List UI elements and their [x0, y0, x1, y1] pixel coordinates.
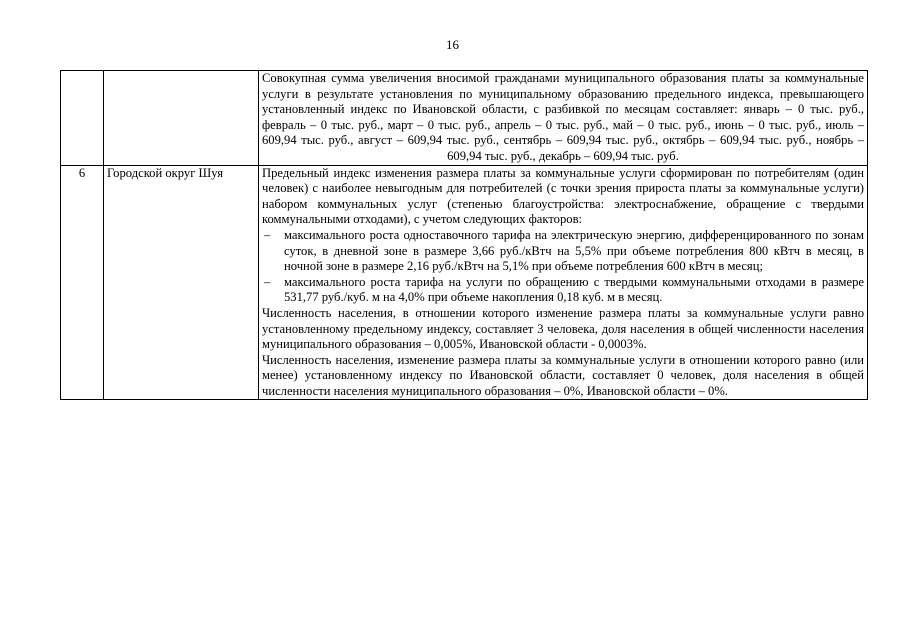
row-number-cell: 6: [61, 165, 104, 400]
factor-text: максимального роста тарифа на услуги по обращению с твердыми коммунальными отходами в размере 531,77 руб./куб. м на 4,0% при объеме накопления 0,18 куб. м в месяц.: [284, 274, 864, 305]
bullet-dash: –: [264, 227, 271, 242]
table-row-shuya: [61, 165, 868, 400]
population-equal-text: Численность населения, в отношении которого изменение размера платы за коммунальные услуги равно установленному предельному индексу, составляет 3 человека, доля населения в общей численности населения муниципального образования – 0,005%, Ивановской области - 0,0003%.: [262, 305, 864, 352]
content-cell: [259, 71, 868, 166]
list-item: [262, 275, 864, 306]
table-row-continuation: [61, 71, 868, 166]
factors-list: [262, 228, 864, 306]
population-below-text: Численность населения, изменение размера платы за коммунальные услуги в отношении которого равно (или менее) установленному индексу по Ивановской области, составляет 0 человек, доля населения в общей численности населения муниципального образования – 0%, Ивановской области – 0%.: [262, 352, 864, 398]
page-number: 16: [446, 37, 459, 52]
municipality-name-cell: Городской округ Шуя: [104, 165, 259, 400]
row-number-cell: [61, 71, 104, 166]
content-cell: [259, 165, 868, 400]
index-intro-text: Предельный индекс изменения размера платы за коммунальные услуги сформирован по потребителям (один человек) с наиболее невыгодным для потребителей (с точки зрения прироста платы за коммунальные услуги) набором коммунальных услуг (степенью благоустройства: электроснабжение, обращение с твердыми коммунальными отходами), с учетом следующих факторов:: [262, 165, 864, 227]
total-increase-text: Совокупная сумма увеличения вносимой гражданами муниципального образования платы за коммунальные услуги в результате установления по муниципальному образованию предельного индекса, превышающего установленный индекс по Ивановской области, с разбивкой по месяцам составляет: январь – 0 тыс. руб., февраль – 0 тыс. руб., март – 0 тыс. руб., апрель – 0 тыс. руб., май – 0 тыс. руб., июнь – 0 тыс. руб., июль – 609,94 тыс. руб., август – 609,94 тыс. руб., сентябрь – 609,94 тыс. руб., октябрь – 609,94 тыс. руб., ноябрь – 609,94 тыс. руб., декабрь – 609,94 тыс. руб.: [262, 71, 864, 163]
factor-text: максимального роста одноставочного тарифа на электрическую энергию, дифференцированного по зонам суток, в дневной зоне в размере 3,66 руб./кВтч на 5,5% при объеме потребления 800 кВтч в месяц, в ночной зоне в размере 2,16 руб./кВтч на 5,1% при объеме потребления 600 кВтч в месяц;: [284, 227, 864, 274]
bullet-dash: –: [264, 274, 271, 289]
municipality-name-cell: [104, 71, 259, 166]
municipal-index-table: [60, 70, 868, 400]
list-item: [262, 228, 864, 275]
